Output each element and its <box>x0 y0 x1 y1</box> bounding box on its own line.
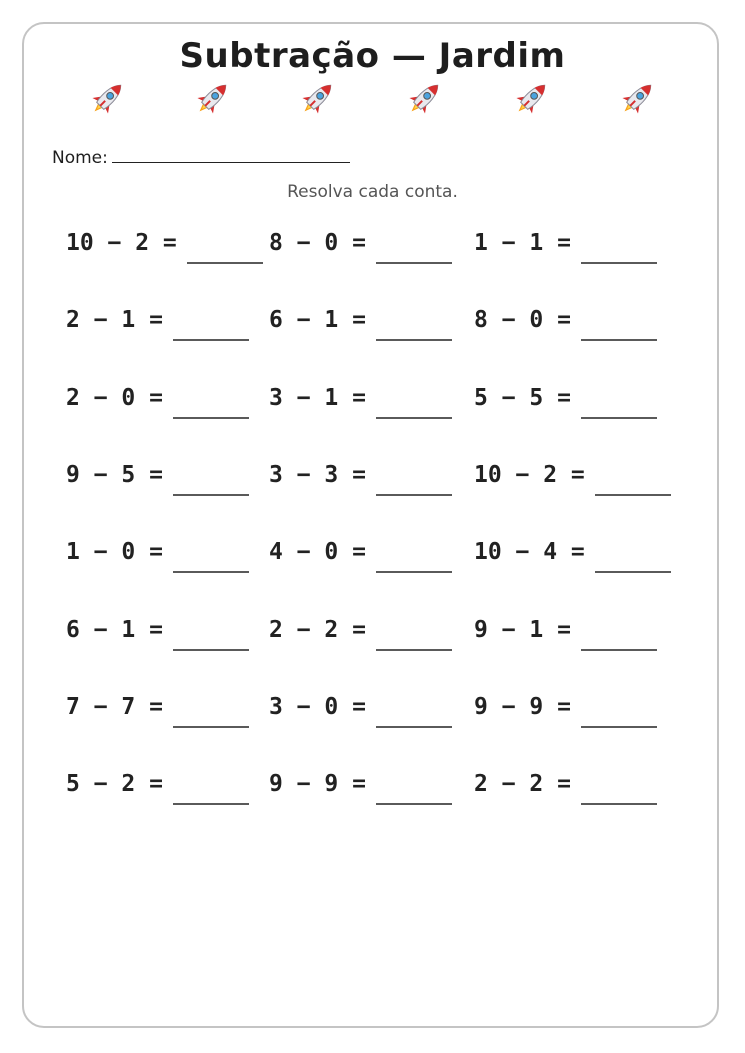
answer-blank[interactable] <box>581 726 657 728</box>
problem-item <box>474 613 657 653</box>
problem-expression: 4 − 0 = <box>269 539 366 565</box>
problem-expression: 10 − 4 = <box>474 539 585 565</box>
problem-expression: 3 − 0 = <box>269 694 366 720</box>
answer-blank[interactable] <box>581 339 657 341</box>
answer-blank[interactable] <box>376 262 452 264</box>
problem-expression: 10 − 2 = <box>66 230 177 256</box>
problem-expression: 5 − 5 = <box>474 385 571 411</box>
problem-item <box>474 535 671 575</box>
instruction-text: Resolva cada conta. <box>287 182 458 202</box>
problem-item <box>474 767 657 807</box>
problem-expression: 8 − 0 = <box>269 230 366 256</box>
answer-blank[interactable] <box>173 803 249 805</box>
problem-expression: 3 − 3 = <box>269 462 366 488</box>
problem-item <box>474 690 657 730</box>
answer-blank[interactable] <box>376 649 452 651</box>
problem-item <box>66 458 249 498</box>
answer-blank[interactable] <box>581 649 657 651</box>
answer-blank[interactable] <box>376 417 452 419</box>
problem-expression: 6 − 1 = <box>66 617 163 643</box>
problem-expression: 1 − 0 = <box>66 539 163 565</box>
answer-blank[interactable] <box>581 262 657 264</box>
problem-expression: 6 − 1 = <box>269 307 366 333</box>
name-label: Nome: <box>52 148 108 168</box>
problem-item <box>269 226 452 266</box>
answer-blank[interactable] <box>173 417 249 419</box>
problem-expression: 5 − 2 = <box>66 771 163 797</box>
problem-item <box>269 535 452 575</box>
answer-blank[interactable] <box>595 494 671 496</box>
problem-expression: 3 − 1 = <box>269 385 366 411</box>
answer-blank[interactable] <box>376 726 452 728</box>
problem-item <box>269 303 452 343</box>
answer-blank[interactable] <box>173 726 249 728</box>
problem-expression: 10 − 2 = <box>474 462 585 488</box>
problem-item <box>474 303 657 343</box>
problem-item <box>269 767 452 807</box>
problem-item <box>66 535 249 575</box>
problem-item <box>66 226 263 266</box>
problem-item <box>474 458 671 498</box>
problem-item <box>66 690 249 730</box>
answer-blank[interactable] <box>376 803 452 805</box>
problem-expression: 2 − 1 = <box>66 307 163 333</box>
problem-expression: 8 − 0 = <box>474 307 571 333</box>
answer-blank[interactable] <box>376 339 452 341</box>
problem-expression: 9 − 9 = <box>474 694 571 720</box>
problem-expression: 9 − 9 = <box>269 771 366 797</box>
answer-blank[interactable] <box>173 339 249 341</box>
problem-item <box>269 613 452 653</box>
problem-item <box>269 381 452 421</box>
answer-blank[interactable] <box>376 494 452 496</box>
problem-expression: 2 − 2 = <box>269 617 366 643</box>
problem-item <box>474 381 657 421</box>
problem-expression: 2 − 0 = <box>66 385 163 411</box>
answer-blank[interactable] <box>173 649 249 651</box>
problem-expression: 9 − 1 = <box>474 617 571 643</box>
problem-expression: 7 − 7 = <box>66 694 163 720</box>
answer-blank[interactable] <box>173 494 249 496</box>
answer-blank[interactable] <box>581 417 657 419</box>
answer-blank[interactable] <box>187 262 263 264</box>
problem-expression: 9 − 5 = <box>66 462 163 488</box>
answer-blank[interactable] <box>595 571 671 573</box>
problem-item <box>66 381 249 421</box>
problem-item <box>269 458 452 498</box>
answer-blank[interactable] <box>376 571 452 573</box>
problem-expression: 1 − 1 = <box>474 230 571 256</box>
problem-expression: 2 − 2 = <box>474 771 571 797</box>
problem-item <box>269 690 452 730</box>
worksheet-title: Subtração — Jardim <box>179 36 566 76</box>
answer-blank[interactable] <box>581 803 657 805</box>
problem-item <box>66 767 249 807</box>
problem-item <box>66 613 249 653</box>
problem-item <box>66 303 249 343</box>
answer-blank[interactable] <box>173 571 249 573</box>
problem-item <box>474 226 657 266</box>
